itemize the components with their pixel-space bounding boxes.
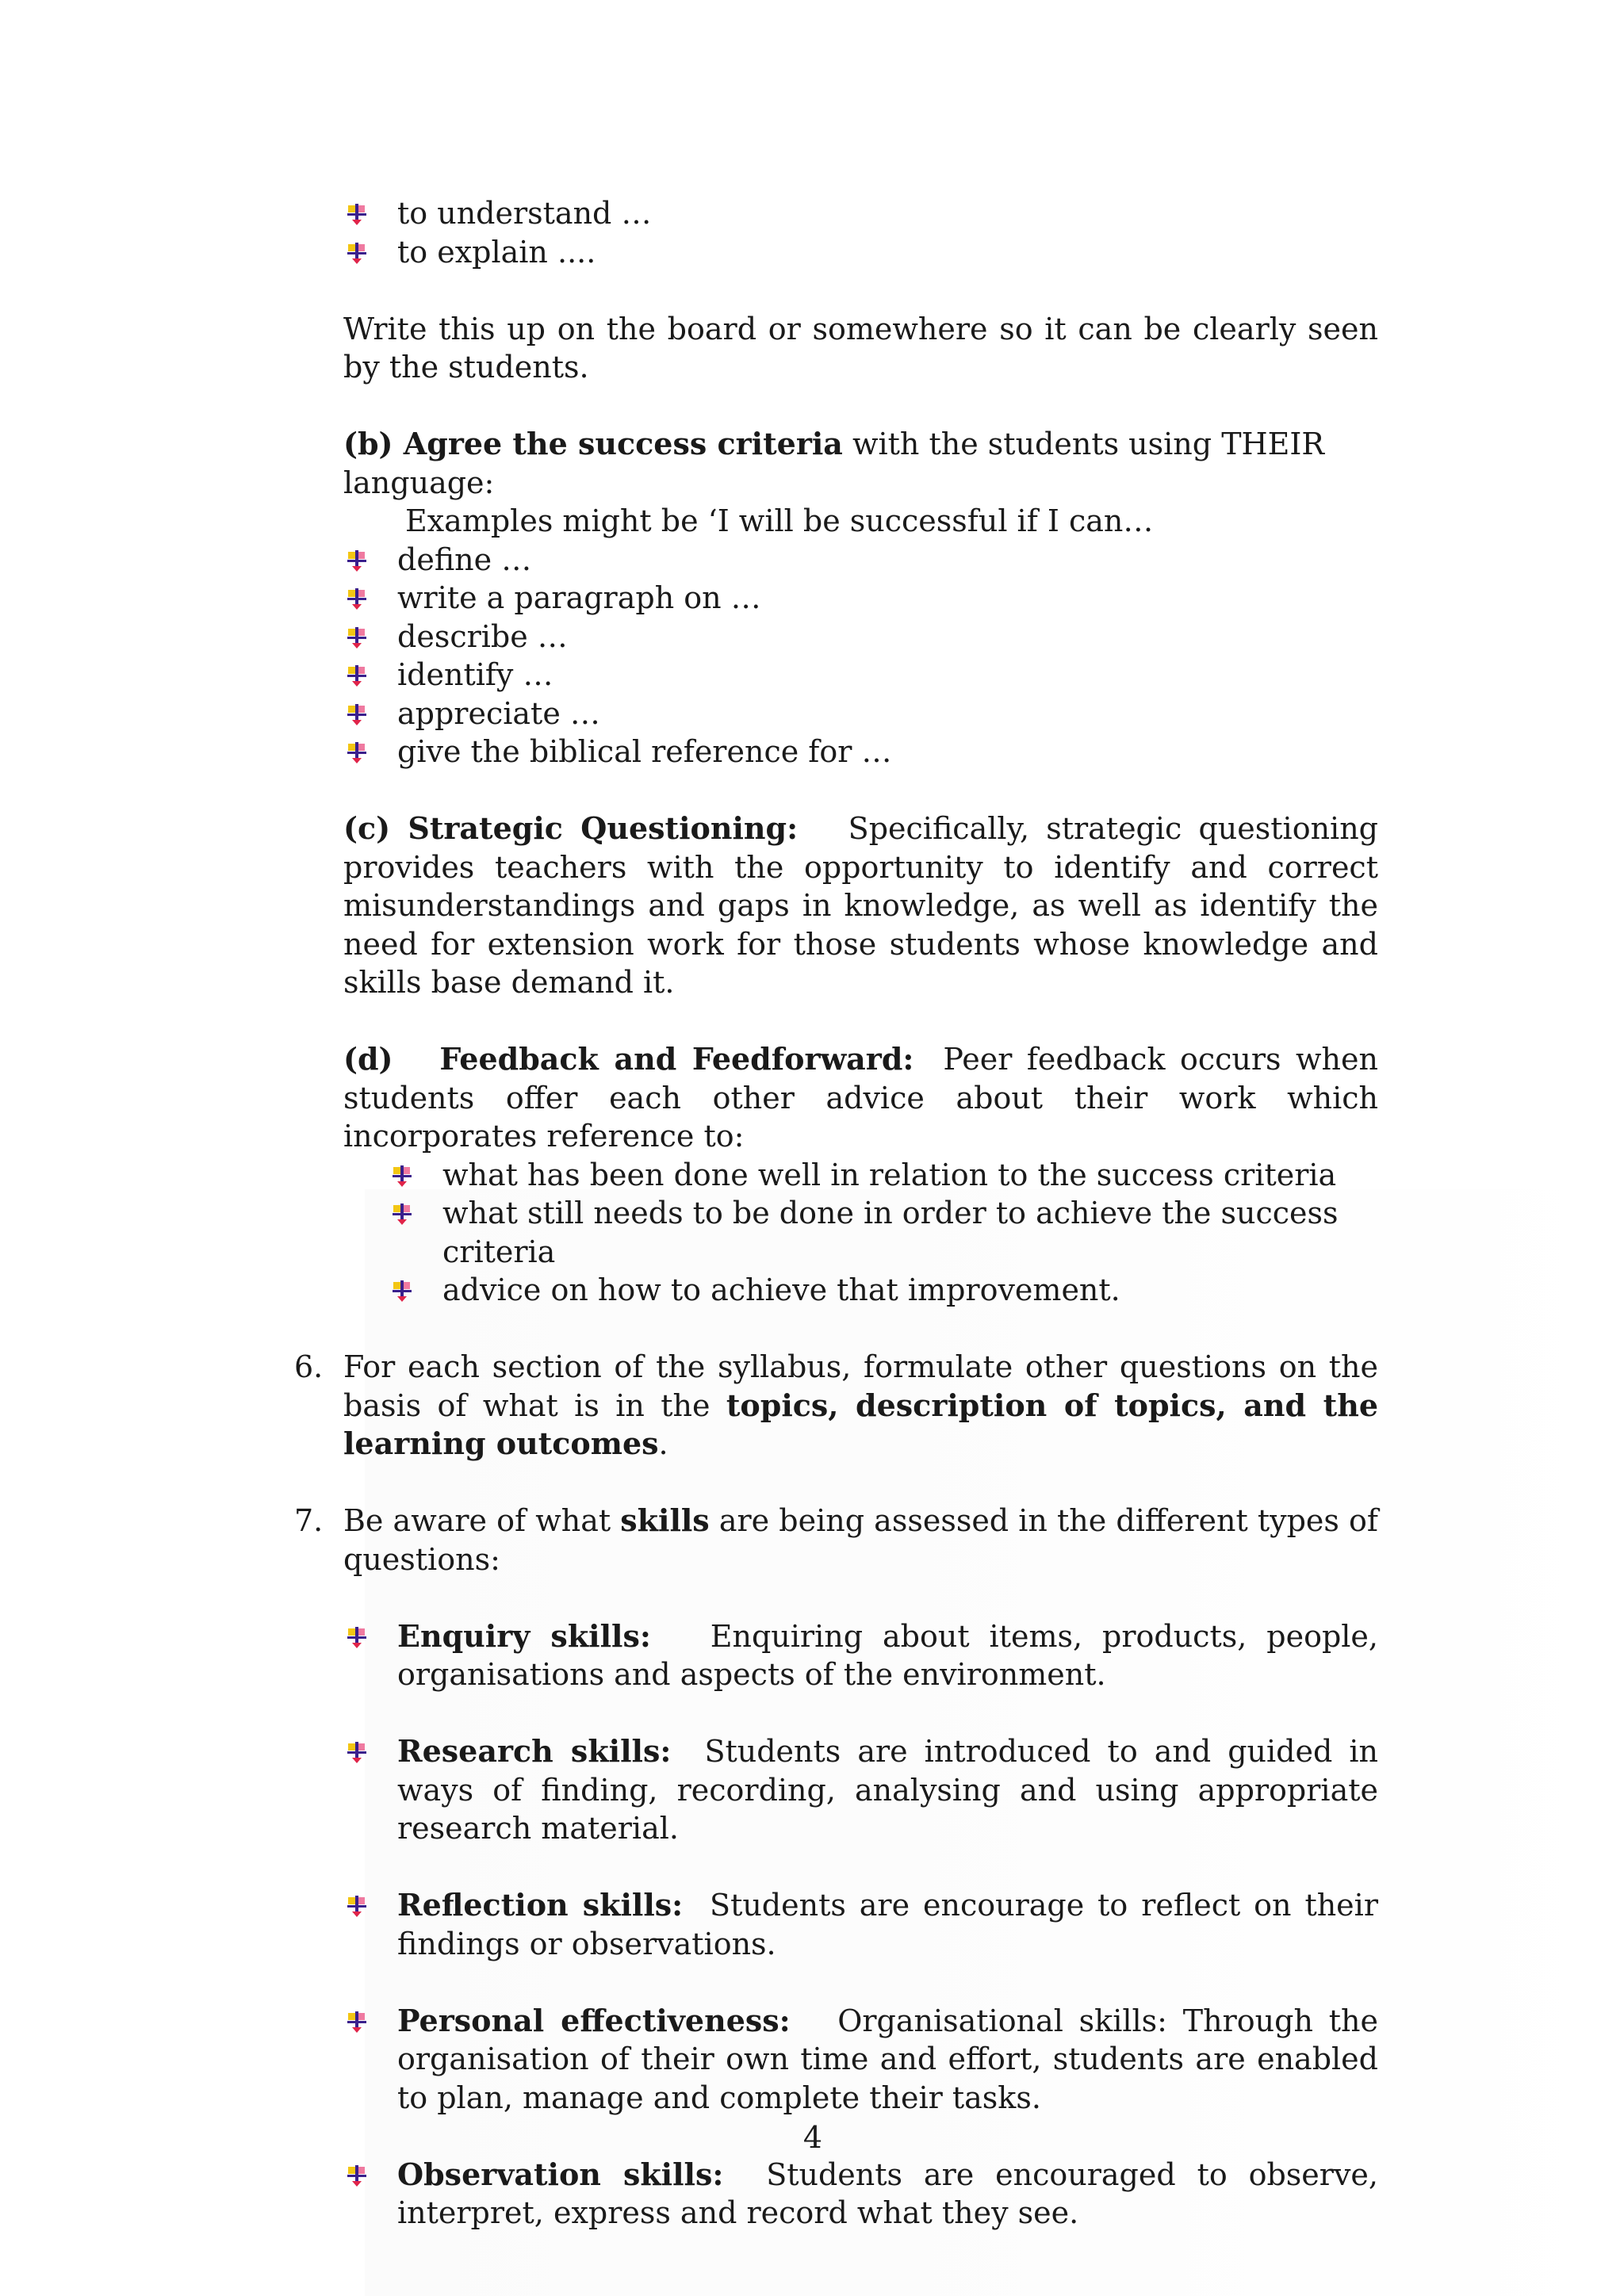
skill-item-enquiry: Enquiry skills: Enquiring about items, products, people, organisations and aspects of the environment.	[343, 1617, 1378, 1694]
list-item: advice on how to achieve that improvement.	[343, 1271, 1378, 1310]
list-item: what still needs to be done in order to achieve the success criteria	[343, 1194, 1378, 1271]
arrow-down-bullet-icon	[345, 740, 369, 764]
arrow-down-bullet-icon	[345, 241, 369, 265]
arrow-down-bullet-icon	[345, 1625, 369, 1649]
list-item: to explain ....	[343, 233, 1378, 272]
list-item: write a paragraph on …	[343, 579, 1378, 618]
strategic-questioning-paragraph: (c) Strategic Questioning: Specifically, strategic questioning provides teachers with the opportunity to identify and correct misunderstandings and gaps in knowledge, as well as identify the need for extension work for those students whose knowledge and skills base demand it.	[343, 810, 1378, 1000]
item-number: 7.	[294, 1503, 324, 1538]
list-item: define …	[343, 541, 1378, 580]
arrow-down-bullet-icon	[345, 2164, 369, 2187]
arrow-down-bullet-icon	[390, 1202, 414, 1226]
list-item: to understand …	[343, 194, 1378, 233]
skill-item-reflection: Reflection skills: Students are encourage to reflect on their findings or observations.	[343, 1886, 1378, 1963]
numbered-item-6: 6. For each section of the syllabus, formulate other questions on the basis of what is in the topics, description of topics, and the learning outcomes.	[294, 1349, 1378, 1461]
success-criteria-label: (b) Agree the success criteria	[343, 426, 843, 461]
arrow-down-bullet-icon	[345, 587, 369, 610]
arrow-down-bullet-icon	[345, 626, 369, 649]
feedback-label: (d) Feedback and Feedforward:	[343, 1041, 914, 1077]
examples-line: Examples might be ‘I will be successful if I can…	[405, 503, 1154, 538]
skill-item-research: Research skills: Students are introduced to and guided in ways of finding, recording, analysing and using appropriate research material.	[343, 1732, 1378, 1848]
write-up-paragraph: Write this up on the board or somewhere so it can be clearly seen by the students.	[343, 311, 1378, 385]
item-number: 6.	[294, 1349, 324, 1384]
arrow-down-bullet-icon	[345, 1894, 369, 1918]
list-item: identify …	[343, 656, 1378, 695]
page-content	[294, 194, 1378, 2233]
arrow-down-bullet-icon	[390, 1164, 414, 1188]
list-item: what has been done well in relation to the success criteria	[343, 1156, 1378, 1195]
feedback-paragraph: (d) Feedback and Feedforward: Peer feedback occurs when students offer each other advice about their work which incorporates reference to:	[343, 1041, 1378, 1154]
arrow-down-bullet-icon	[345, 702, 369, 726]
arrow-down-bullet-icon	[345, 1740, 369, 1764]
arrow-down-bullet-icon	[345, 202, 369, 226]
arrow-down-bullet-icon	[345, 2010, 369, 2034]
success-criteria-heading: (b) Agree the success criteria with the students using THEIR language:	[343, 426, 1325, 500]
list-item: describe …	[343, 618, 1378, 656]
strategic-questioning-label: (c) Strategic Questioning:	[343, 810, 799, 846]
skill-item-personal-effectiveness: Personal effectiveness: Organisational skills: Through the organisation of their own time and effort, students are enabled to plan, manage and complete their tasks.	[343, 2002, 1378, 2118]
numbered-item-7: 7. Be aware of what skills are being assessed in the different types of questions:	[294, 1502, 1378, 1577]
page-number: 4	[802, 2120, 823, 2155]
skill-item-observation: Observation skills: Students are encouraged to observe, interpret, express and record what they see.	[343, 2156, 1378, 2233]
list-item: give the biblical reference for …	[343, 733, 1378, 771]
arrow-down-bullet-icon	[345, 549, 369, 572]
arrow-down-bullet-icon	[345, 664, 369, 687]
arrow-down-bullet-icon	[390, 1279, 414, 1303]
list-item: appreciate …	[343, 695, 1378, 733]
